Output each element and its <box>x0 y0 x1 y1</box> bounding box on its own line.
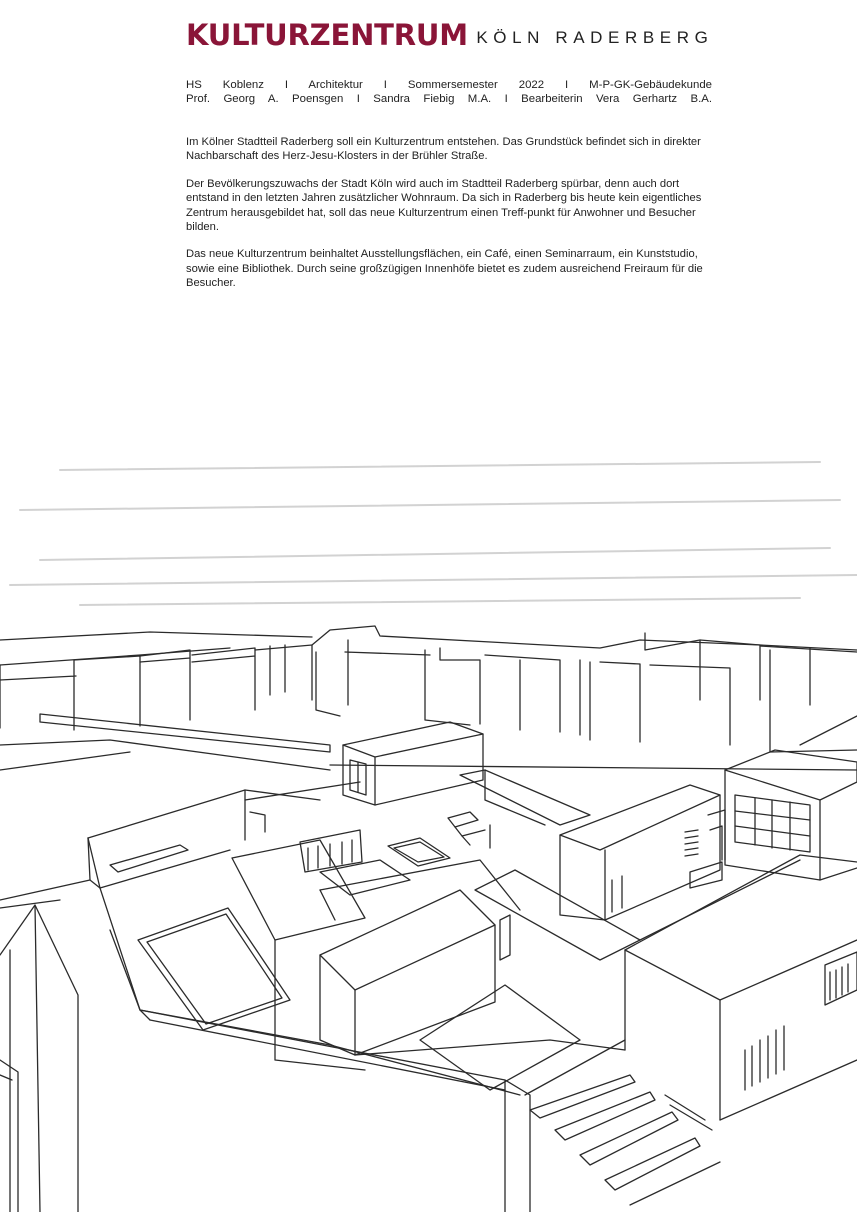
foreground-tower <box>0 905 78 1212</box>
building-middle <box>232 830 520 1070</box>
credits-block <box>186 78 712 106</box>
project-title: KULTURZENTRUM <box>186 18 468 52</box>
sketch-haze <box>10 462 857 605</box>
description-paragraph: Der Bevölkerungszuwachs der Stadt Köln wird auch im Stadtteil Raderberg spürbar, denn auch dort entstand in den letzten Jahren zusätzlicher Wohnraum. Da sich in Raderberg bis heute kein eigentliches Zentrum herausgebildet hat, soll das neue Kulturzentrum einen Treff-punkt für Anwohner und Besucher bilden. <box>186 177 702 234</box>
perspective-drawing <box>0 440 857 1212</box>
building-left-wing <box>88 782 360 1020</box>
credits-line-course: HS Koblenz I Architektur I Sommersemester 2022 I M-P-GK-Gebäudekunde <box>186 79 712 91</box>
description-paragraph: Im Kölner Stadtteil Raderberg soll ein Kulturzentrum entstehen. Das Grundstück befindet sich in direkter Nachbarschaft des Herz-Jesu-Klosters in der Brühler Straße. <box>186 136 701 163</box>
background-buildings-right <box>312 626 857 752</box>
steps-lower <box>330 985 720 1205</box>
project-description <box>186 135 712 304</box>
project-location: KÖLN RADERBERG <box>476 28 714 47</box>
building-right-front <box>475 855 857 1120</box>
foreground-wall <box>140 1010 530 1212</box>
central-cube <box>343 722 483 805</box>
ground-lines <box>0 714 857 908</box>
description-paragraph: Das neue Kulturzentrum beinhaltet Ausstellungsflächen, ein Café, einen Seminarraum, ein Kunststudio, sowie eine Bibliothek. Durch seine großzügigen Innenhöfe bietet es zudem ausreichend Freiraum für die Besucher. <box>186 248 703 290</box>
courtyard-left <box>110 908 330 1045</box>
credits-line-people: Prof. Georg A. Poensgen I Sandra Fiebig M.A. I Bearbeiterin Vera Gerhartz B.A. <box>186 93 712 105</box>
building-front-center <box>320 890 510 1055</box>
stairs-center <box>448 770 590 848</box>
building-right-long <box>560 785 722 920</box>
poster-header <box>186 18 716 52</box>
